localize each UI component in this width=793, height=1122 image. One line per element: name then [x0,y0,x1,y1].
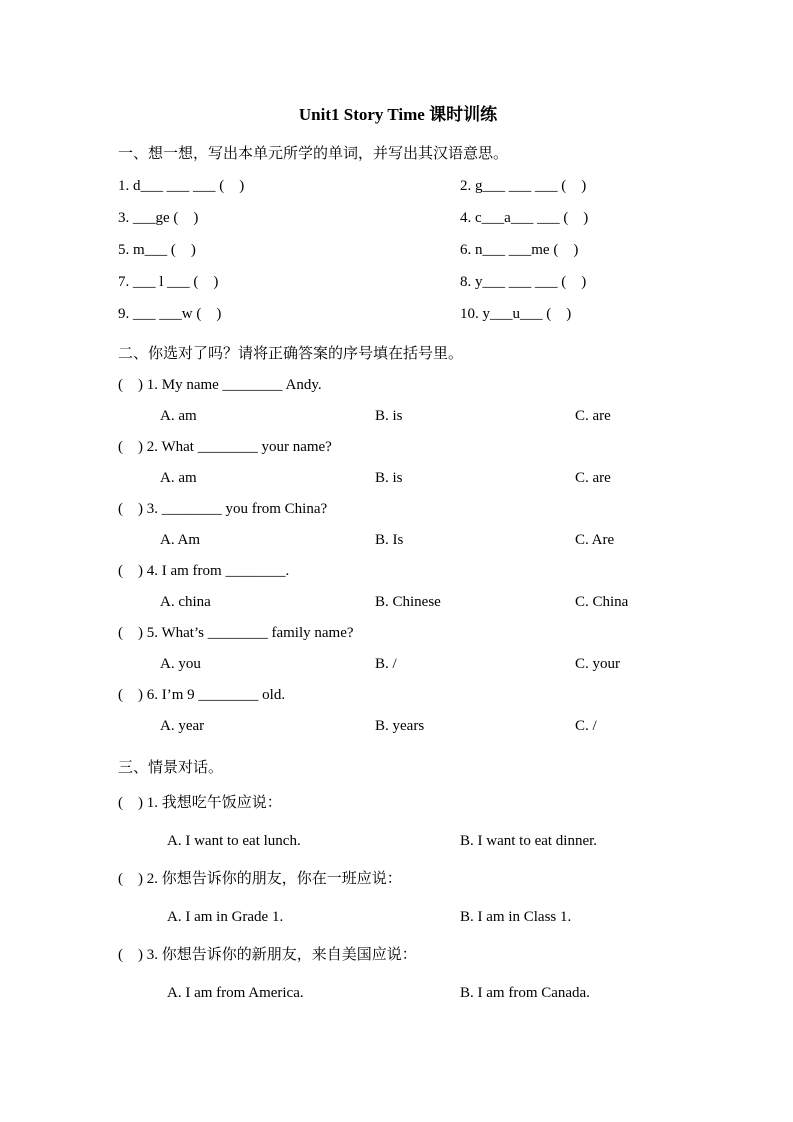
option-b: B. Is [375,532,404,548]
option-b: B. is [375,470,403,486]
word-row [118,234,678,266]
question-stem: ( ) 3. ________ you from China? [118,501,328,517]
option-a: A. am [160,470,197,486]
option-c: C. are [575,470,611,486]
question-stem: ( ) 3. 你想告诉你的新朋友，来自美国应说： [118,947,417,963]
option-a: A. year [160,718,205,734]
word-item: 3. ___ge ( ) [118,210,199,226]
option-a: A. am [160,408,197,424]
option-row [118,898,678,936]
section-two-heading: 二、你选对了吗？请将正确答案的序号填在括号里。 [118,346,464,362]
option-a: A. you [160,656,201,672]
option-b: B. I am from Canada. [460,985,590,1001]
question-stem: ( ) 2. What ________ your name? [118,439,332,455]
option-c: C. / [575,718,597,734]
word-row [118,170,678,202]
word-item: 5. m___ ( ) [118,242,196,258]
option-row [118,463,678,494]
word-item: 9. ___ ___w ( ) [118,306,222,322]
section-three-questions [118,784,678,1012]
option-a: A. I am in Grade 1. [167,909,284,925]
word-item: 6. n___ ___me ( ) [460,242,579,258]
option-b: B. I am in Class 1. [460,909,572,925]
section-one-heading: 一、想一想，写出本单元所学的单词，并写出其汉语意思。 [118,146,509,162]
option-c: C. Are [575,532,615,548]
question-stem: ( ) 2. 你想告诉你的朋友，你在一班应说： [118,871,402,887]
word-item: 7. ___ l ___ ( ) [118,274,219,290]
option-b: B. years [375,718,425,734]
option-row [118,711,678,742]
question-stem: ( ) 5. What’s ________ family name? [118,625,354,641]
option-b: B. is [375,408,403,424]
option-c: C. are [575,408,611,424]
page-title: Unit1 Story Time 课时训练 [298,105,498,124]
option-row [118,649,678,680]
question-stem: ( ) 1. My name ________ Andy. [118,377,322,393]
option-b: B. I want to eat dinner. [460,833,598,849]
word-item: 2. g___ ___ ___ ( ) [460,178,587,194]
option-row [118,401,678,432]
option-b: B. Chinese [375,594,441,610]
section-one-rows [118,170,678,330]
word-item: 8. y___ ___ ___ ( ) [460,274,587,290]
word-item: 4. c___a___ ___ ( ) [460,210,589,226]
option-a: A. Am [160,532,201,548]
word-row [118,298,678,330]
option-a: A. china [160,594,211,610]
option-b: B. / [375,656,397,672]
option-row [118,974,678,1012]
option-c: C. your [575,656,620,672]
option-a: A. I want to eat lunch. [167,833,301,849]
option-row [118,525,678,556]
option-a: A. I am from America. [167,985,304,1001]
question-stem: ( ) 6. I’m 9 ________ old. [118,687,286,703]
word-row [118,202,678,234]
word-row [118,266,678,298]
word-item: 10. y___u___ ( ) [460,306,572,322]
word-item: 1. d___ ___ ___ ( ) [118,178,245,194]
section-three-heading: 三、情景对话。 [118,760,224,776]
section-two-questions [118,370,678,742]
option-row [118,822,678,860]
option-row [118,587,678,618]
option-c: C. China [575,594,629,610]
question-stem: ( ) 1. 我想吃午饭应说： [118,795,282,811]
question-stem: ( ) 4. I am from ________. [118,563,290,579]
